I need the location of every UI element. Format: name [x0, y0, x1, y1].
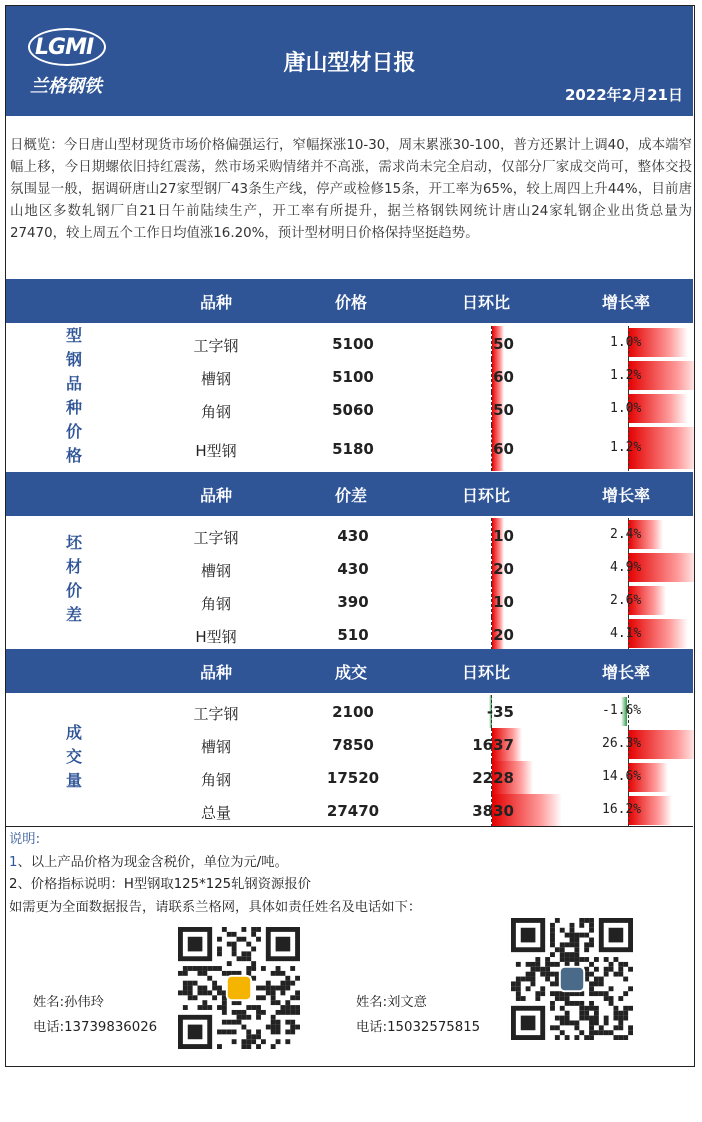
side-label-char: 坯 — [65, 533, 82, 552]
side-label-char: 材 — [65, 557, 82, 576]
rate-value: 1.2% — [610, 368, 642, 383]
product-name: 角钢 — [200, 771, 231, 789]
table-row — [6, 695, 693, 728]
product-value: 7850 — [332, 736, 374, 754]
report-header — [6, 6, 693, 116]
product-name: 槽钢 — [200, 562, 231, 580]
column-header: 品种 — [199, 486, 232, 505]
market-summary: 日概览：今日唐山型材现货市场价格偏强运行，窄幅探涨10-30，周末累涨30-100，普方还累计上调40，成本端窄幅上移，今日期螺依旧持红震荡，然市场采购情绪并不高涨，需求尚未完全启动，仅部分厂家成交尚可，整体交投氛围显一般，据调研唐山27家型钢厂43条生产线，停产或检修15条，开工率为65%，较上周四上升44%，目前唐山地区多数轧钢厂自21日午前陆续生产，开工率有所提升，据兰格钢铁网统计唐山24家轧钢企业出货总量为27470，较上周五个工作日均值涨16.20%，预计型材明日价格保持坚挺趋势。 — [10, 138, 692, 241]
product-value: 27470 — [326, 802, 380, 820]
rate-value: 14.6% — [602, 769, 642, 784]
product-value: 430 — [337, 560, 369, 578]
column-header: 增长率 — [601, 293, 650, 312]
column-header: 品种 — [199, 663, 232, 682]
change-value: 50 — [493, 401, 514, 419]
change-value: -35 — [486, 703, 514, 721]
column-header: 增长率 — [601, 486, 650, 505]
notes-line-1: 1、以上产品价格为现金含税价，单位为元/吨。 — [9, 854, 288, 870]
side-label-char: 价 — [65, 581, 82, 600]
column-header: 日环比 — [461, 486, 510, 505]
table-row — [6, 425, 693, 471]
product-name: 角钢 — [200, 595, 231, 613]
product-name: 工字钢 — [193, 529, 239, 547]
rate-value: 1.0% — [610, 335, 642, 350]
product-value: 17520 — [326, 769, 380, 787]
product-name: 总量 — [200, 804, 231, 822]
change-value: 2228 — [472, 769, 514, 787]
product-name: 工字钢 — [193, 337, 239, 355]
contact-2-name: 姓名:刘文意 — [356, 995, 427, 1010]
rate-value: 4.1% — [610, 626, 642, 641]
side-label-char: 型 — [65, 326, 82, 345]
notes — [9, 829, 689, 919]
rate-value: 2.4% — [610, 527, 642, 542]
product-value: 430 — [337, 527, 369, 545]
notes-divider — [6, 826, 693, 827]
contact-1 — [33, 990, 157, 1040]
contact-1-name: 姓名:孙伟玲 — [33, 995, 104, 1010]
contact-2-phone: 电话:15032575815 — [356, 1020, 481, 1035]
logo-cn: 兰格钢铁 — [30, 76, 102, 97]
change-value: 50 — [493, 335, 514, 353]
column-header: 品种 — [199, 293, 232, 312]
contact-2 — [356, 990, 480, 1040]
product-value: 390 — [337, 593, 369, 611]
notes-line-2: 2、价格指标说明：H型钢取125*125轧钢资源报价 — [9, 877, 311, 892]
change-value: 60 — [493, 368, 514, 386]
rate-value: -1.6% — [602, 703, 642, 718]
product-name: 槽钢 — [200, 738, 231, 756]
product-value: 5060 — [332, 401, 374, 419]
side-label-char: 格 — [65, 446, 82, 465]
change-value: 20 — [493, 626, 514, 644]
change-value: 1637 — [472, 736, 514, 754]
side-label-char: 种 — [65, 398, 82, 417]
rate-value: 4.9% — [610, 560, 642, 575]
product-value: 2100 — [332, 703, 374, 721]
table-header-band — [6, 472, 693, 516]
column-header: 价差 — [334, 486, 367, 505]
side-label-char: 差 — [65, 605, 82, 624]
qr-code-1[interactable] — [178, 927, 300, 1049]
side-label-char: 钢 — [65, 350, 82, 369]
table-row — [6, 326, 693, 359]
logo-text: LGMI — [35, 35, 94, 60]
table-row — [6, 794, 693, 827]
change-value: 3830 — [472, 802, 514, 820]
column-header: 成交 — [334, 663, 367, 682]
report-frame — [5, 5, 695, 1067]
column-header: 价格 — [334, 293, 367, 312]
report-date: 2022年2月21日 — [564, 86, 683, 104]
side-label-char: 成 — [65, 723, 82, 742]
table-row — [6, 359, 693, 392]
side-label-char: 品 — [65, 374, 82, 393]
product-name: 工字钢 — [193, 705, 239, 723]
side-label-char: 价 — [65, 422, 82, 441]
change-value: 10 — [493, 593, 514, 611]
product-value: 5100 — [332, 368, 374, 386]
side-label-char: 交 — [65, 747, 82, 766]
notes-line-3: 如需更为全面数据报告，请联系兰格网，具体如责任姓名及电话如下： — [9, 899, 422, 915]
contact-1-phone: 电话:13739836026 — [33, 1020, 158, 1035]
table-row — [6, 617, 693, 650]
table-row — [6, 551, 693, 584]
change-value: 10 — [493, 527, 514, 545]
product-value: 510 — [337, 626, 369, 644]
report-title: 唐山型材日报 — [283, 51, 416, 76]
side-label-char: 量 — [65, 771, 82, 790]
table-row — [6, 392, 693, 425]
rate-value: 16.2% — [602, 802, 642, 817]
column-header: 日环比 — [461, 293, 510, 312]
column-header: 日环比 — [461, 663, 510, 682]
table-row — [6, 728, 693, 761]
rate-value: 1.2% — [610, 440, 642, 455]
rate-value: 1.0% — [610, 401, 642, 416]
product-value: 5100 — [332, 335, 374, 353]
table-row — [6, 584, 693, 617]
notes-heading: 说明: — [9, 832, 41, 847]
product-name: 角钢 — [200, 403, 231, 421]
table-header-band — [6, 649, 693, 693]
column-header: 增长率 — [601, 663, 650, 682]
change-value: 60 — [493, 440, 514, 458]
qr-code-2[interactable] — [511, 918, 633, 1040]
product-name: H型钢 — [195, 628, 237, 646]
product-name: 槽钢 — [200, 370, 231, 388]
table-row — [6, 761, 693, 794]
change-value: 20 — [493, 560, 514, 578]
rate-value: 2.6% — [610, 593, 642, 608]
product-value: 5180 — [332, 440, 374, 458]
rate-value: 26.3% — [602, 736, 642, 751]
product-name: H型钢 — [195, 442, 237, 460]
table-row — [6, 518, 693, 551]
table-header-band — [6, 279, 693, 323]
